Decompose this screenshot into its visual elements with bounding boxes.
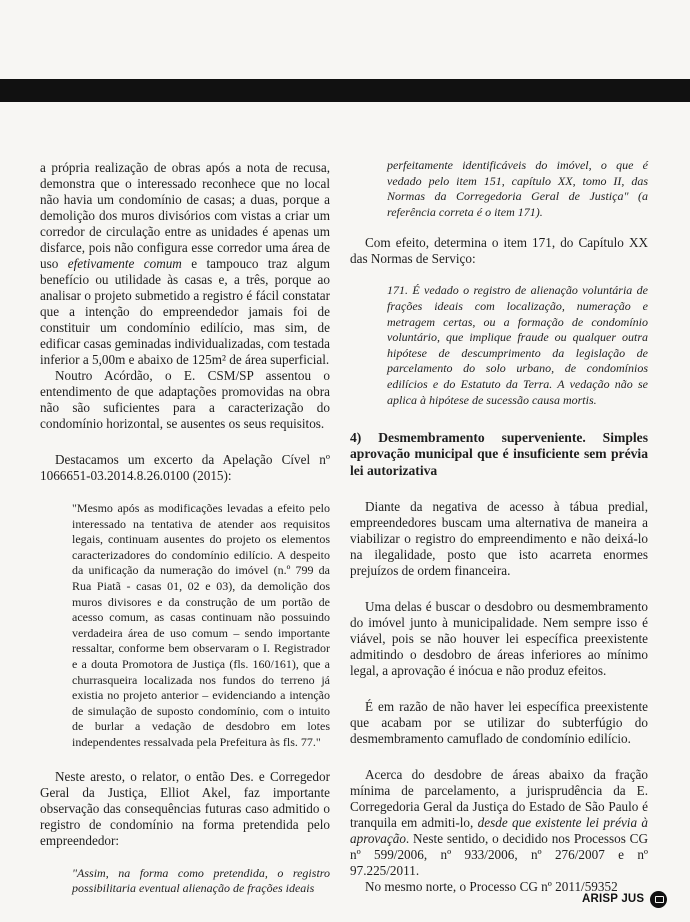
brand-name: ARISP JUS [582, 893, 645, 905]
header-bar [0, 79, 690, 102]
arisp-logo-icon [650, 891, 667, 908]
section-heading: 4) Desmembramento superveniente. Simples aprovação municipal que é insuficiente sem prévia lei autorizativa [350, 430, 648, 478]
paragraph: a própria realização de obras após a nota de recusa, demonstra que o interessado reconhece que no local não havia um condomínio de casas; a duas, porque a demolição dos muros divisórios com vistas a criar um corredor de circulação entre as unidades é apenas um disfarce, pois não configura esse corredor uma área de uso efetivamente comum e tampouco traz algum benefício ou utilidade às casas e, a três, porque ao analisar o projeto submetido a registro é fácil constatar que a intenção do empreendedor jamais foi de constituir um condomínio edilício, mas sim, de edificar casas geminadas individualizadas, com testada inferior a 5,00m e abaixo de 125m² de área superficial. [40, 160, 331, 367]
paragraph: Uma delas é buscar o desdobro ou desmembramento do imóvel junto à municipalidade. Nem sempre isso é viável, pois se não houver lei específica preexistente admitindo o desdobro de áreas inferiores ao mínimo legal, a aprovação é inócua e não produz efeitos. [350, 599, 648, 679]
block-quote: perfeitamente identificáveis do imóvel, o que é vedado pelo item 151, capítulo XX, tomo II, das Normas da Corregedoria Geral de Justiça" (a referência correta é o item 171). [387, 158, 648, 219]
paragraph: Acerca do desdobre de áreas abaixo da fração mínima de parcelamento, a jurisprudência da E. Corregedoria Geral da Justiça do Estado de São Paulo é tranquila em admiti-lo, desde que existente lei prévia à aprovação. Neste sentido, o decidido nos Processos CG nº 599/2006, nº 933/2006, nº 276/2007 e nº 97.225/2011. [350, 767, 648, 879]
paragraph: É em razão de não haver lei específica preexistente que acabam por se utilizar do subterfúgio do desmembramento camuflado de condomínio edilício. [350, 699, 648, 747]
paragraph: Destacamos um excerto da Apelação Cível nº 1066651-03.2014.8.26.0100 (2015): [40, 452, 330, 483]
paragraph: Noutro Acórdão, o E. CSM/SP assentou o entendimento de que adaptações promovidas na obra não são suficientes para a caracterização do condomínio horizontal, se ausentes os seus requisitos. [40, 368, 330, 431]
paragraph: No mesmo norte, o Processo CG nº 2011/59352 [365, 879, 618, 895]
block-quote: "Assim, na forma como pretendida, o registro possibilitaria eventual alienação de frações ideais [72, 865, 330, 896]
paragraph: Diante da negativa de acesso à tábua predial, empreendedores buscam uma alternativa de maneira a viabilizar o registro do empreendimento e não deixá-lo na ilegalidade, posto que isto acarreta enormes prejuízos de ordem financeira. [350, 499, 648, 579]
block-quote: "Mesmo após as modificações levadas a efeito pelo interessado na tentativa de atender aos requisitos legais, continuam ausentes do projeto os elementos caracterizadores do condomínio edilício. A despeito da unificação da numeração do imóvel (n.º 799 da Rua Piatã - casas 01, 02 e 03), da demolição dos muros divisores e da construção de um portão de acesso comum, as casas continuam não possuindo verdadeira área de uso comum – sendo importante ressaltar, conforme bem observaram o I. Registrador e a douta Promotora de Justiça (fls. 160/161), que a churrasqueira localizada nos fundos do terreno já existia no projeto anterior – evidenciando a intenção de simulação de suposto condomínio, com o intuito de burlar a vedação de desdobro em lotes independentes ressalvada pela Prefeitura às fls. 77." [72, 501, 330, 749]
block-quote: 171. É vedado o registro de alienação voluntária de frações ideais com localização, numeração e metragem certas, ou a formação de condomínio voluntário, que implique fraude ou qualquer outra hipótese de descumprimento da legislação de parcelamento do solo urbano, de condomínios edilícios e do Estatuto da Terra. A vedação não se aplica à hipótese de sucessão causa mortis. [387, 283, 648, 407]
paragraph: Com efeito, determina o item 171, do Capítulo XX das Normas de Serviço: [350, 235, 648, 267]
paragraph: Neste aresto, o relator, o então Des. e Corregedor Geral da Justiça, Elliot Akel, faz importante observação das consequências futuras caso admitido o registro de condomínio na forma pretendida pelo empreendedor: [40, 768, 330, 848]
footer-brand [582, 889, 672, 909]
left-column [40, 160, 330, 897]
right-column [350, 158, 648, 895]
